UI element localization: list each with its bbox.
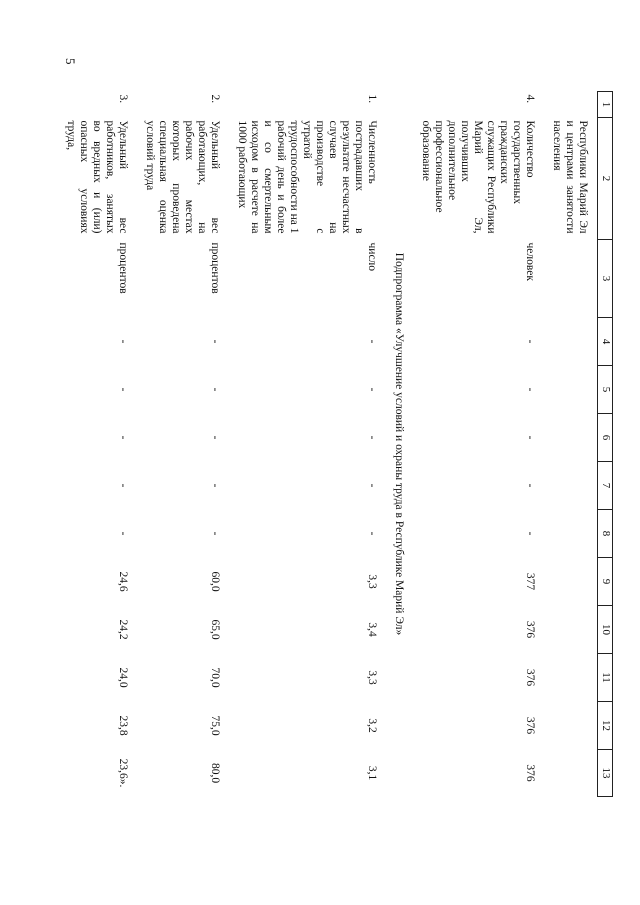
value-cell <box>544 558 598 606</box>
col-header: 4 <box>598 318 613 366</box>
unit <box>544 240 598 318</box>
value-cell: - <box>209 339 221 344</box>
value-cell: 75,0 <box>209 715 221 736</box>
row-number: 2. <box>209 94 221 104</box>
value-cell: 70,0 <box>209 667 221 688</box>
unit: процентов <box>117 242 129 294</box>
value-cell <box>544 462 598 510</box>
value-cell: - <box>209 387 221 392</box>
col-header: 13 <box>598 750 613 797</box>
col-header: 10 <box>598 606 613 654</box>
value-cell <box>544 606 598 654</box>
value-cell <box>544 702 598 750</box>
value-cell: 23,6». <box>117 758 129 788</box>
indicator-name: Удельный вес работающих, на рабочих местах которых проведена специальная оценка условий труда <box>144 120 221 234</box>
table-row <box>413 92 544 797</box>
value-cell: 377 <box>524 572 536 591</box>
value-cell: 3,2 <box>366 718 378 733</box>
value-cell: - <box>366 435 378 440</box>
value-cell <box>544 750 598 797</box>
col-header: 12 <box>598 702 613 750</box>
col-header: 6 <box>598 414 613 462</box>
value-cell: - <box>524 435 536 440</box>
value-cell: - <box>524 387 536 392</box>
subprogram-title: Подпрограмма «Улучшение условий и охраны труда в Республике Марий Эл» <box>393 252 405 636</box>
indicators-table <box>58 91 613 797</box>
unit: число <box>366 242 378 272</box>
value-cell: - <box>117 483 129 488</box>
value-cell: - <box>209 435 221 440</box>
indicator-name: Республики Марий Эл и центрами занятости населения <box>551 120 589 234</box>
col-header: 7 <box>598 462 613 510</box>
col-header: 1 <box>598 92 613 118</box>
value-cell <box>544 654 598 702</box>
value-cell: 376 <box>524 620 536 639</box>
value-cell: - <box>117 435 129 440</box>
value-cell: - <box>209 483 221 488</box>
value-cell: 24,2 <box>117 619 129 640</box>
value-cell: - <box>117 339 129 344</box>
row-number: 1. <box>366 94 378 104</box>
table-row <box>544 92 598 797</box>
value-cell: - <box>117 387 129 392</box>
value-cell: - <box>366 531 378 536</box>
value-cell: 23,8 <box>117 715 129 736</box>
value-cell: 376 <box>524 668 536 687</box>
value-cell: 65,0 <box>209 619 221 640</box>
value-cell: - <box>117 531 129 536</box>
indicator-name: Численность пострадавших в результате несчастных случаев на производстве с утратой трудоспособности на 1 рабочий день и более и со смертельным исходом в расчете на 1000 работающих <box>236 120 378 234</box>
rotated-page <box>33 91 613 853</box>
col-header: 3 <box>598 240 613 318</box>
table-row <box>137 92 229 797</box>
value-cell: 3,3 <box>366 574 378 589</box>
col-header: 2 <box>598 118 613 240</box>
value-cell: - <box>366 483 378 488</box>
table-row <box>58 92 137 797</box>
unit: человек <box>524 242 536 281</box>
value-cell: 24,6 <box>117 571 129 592</box>
value-cell: - <box>524 483 536 488</box>
row-number <box>544 92 598 118</box>
value-cell: - <box>209 531 221 536</box>
unit: процентов <box>209 242 221 294</box>
value-cell <box>544 318 598 366</box>
value-cell: 3,1 <box>366 765 378 781</box>
subprogram-row <box>386 92 413 797</box>
header-row <box>598 92 613 797</box>
value-cell: 376 <box>524 716 536 735</box>
value-cell: 24,0 <box>117 667 129 688</box>
col-header: 8 <box>598 510 613 558</box>
value-cell: 376 <box>524 764 536 782</box>
col-header: 9 <box>598 558 613 606</box>
table-row <box>229 92 386 797</box>
value-cell <box>544 414 598 462</box>
row-number: 4. <box>524 94 536 104</box>
value-cell: - <box>524 339 536 344</box>
value-cell: 3,3 <box>366 670 378 685</box>
indicator-name: Удельный вес работников, занятых во вредных и (или) опасных условиях труда, <box>65 120 129 234</box>
value-cell: - <box>366 339 378 344</box>
page-number: 5 <box>63 58 78 65</box>
value-cell: 3,4 <box>366 622 378 637</box>
row-number: 3. <box>117 94 129 104</box>
value-cell <box>544 510 598 558</box>
indicator-name: Количество государственных гражданских служащих Республики Марий Эл, получивших дополнительное профессиональное образование <box>420 120 536 234</box>
value-cell: - <box>524 531 536 536</box>
value-cell: 80,0 <box>209 762 221 784</box>
value-cell: - <box>366 387 378 392</box>
col-header: 11 <box>598 654 613 702</box>
col-header: 5 <box>598 366 613 414</box>
value-cell <box>544 366 598 414</box>
value-cell: 60,0 <box>209 571 221 592</box>
